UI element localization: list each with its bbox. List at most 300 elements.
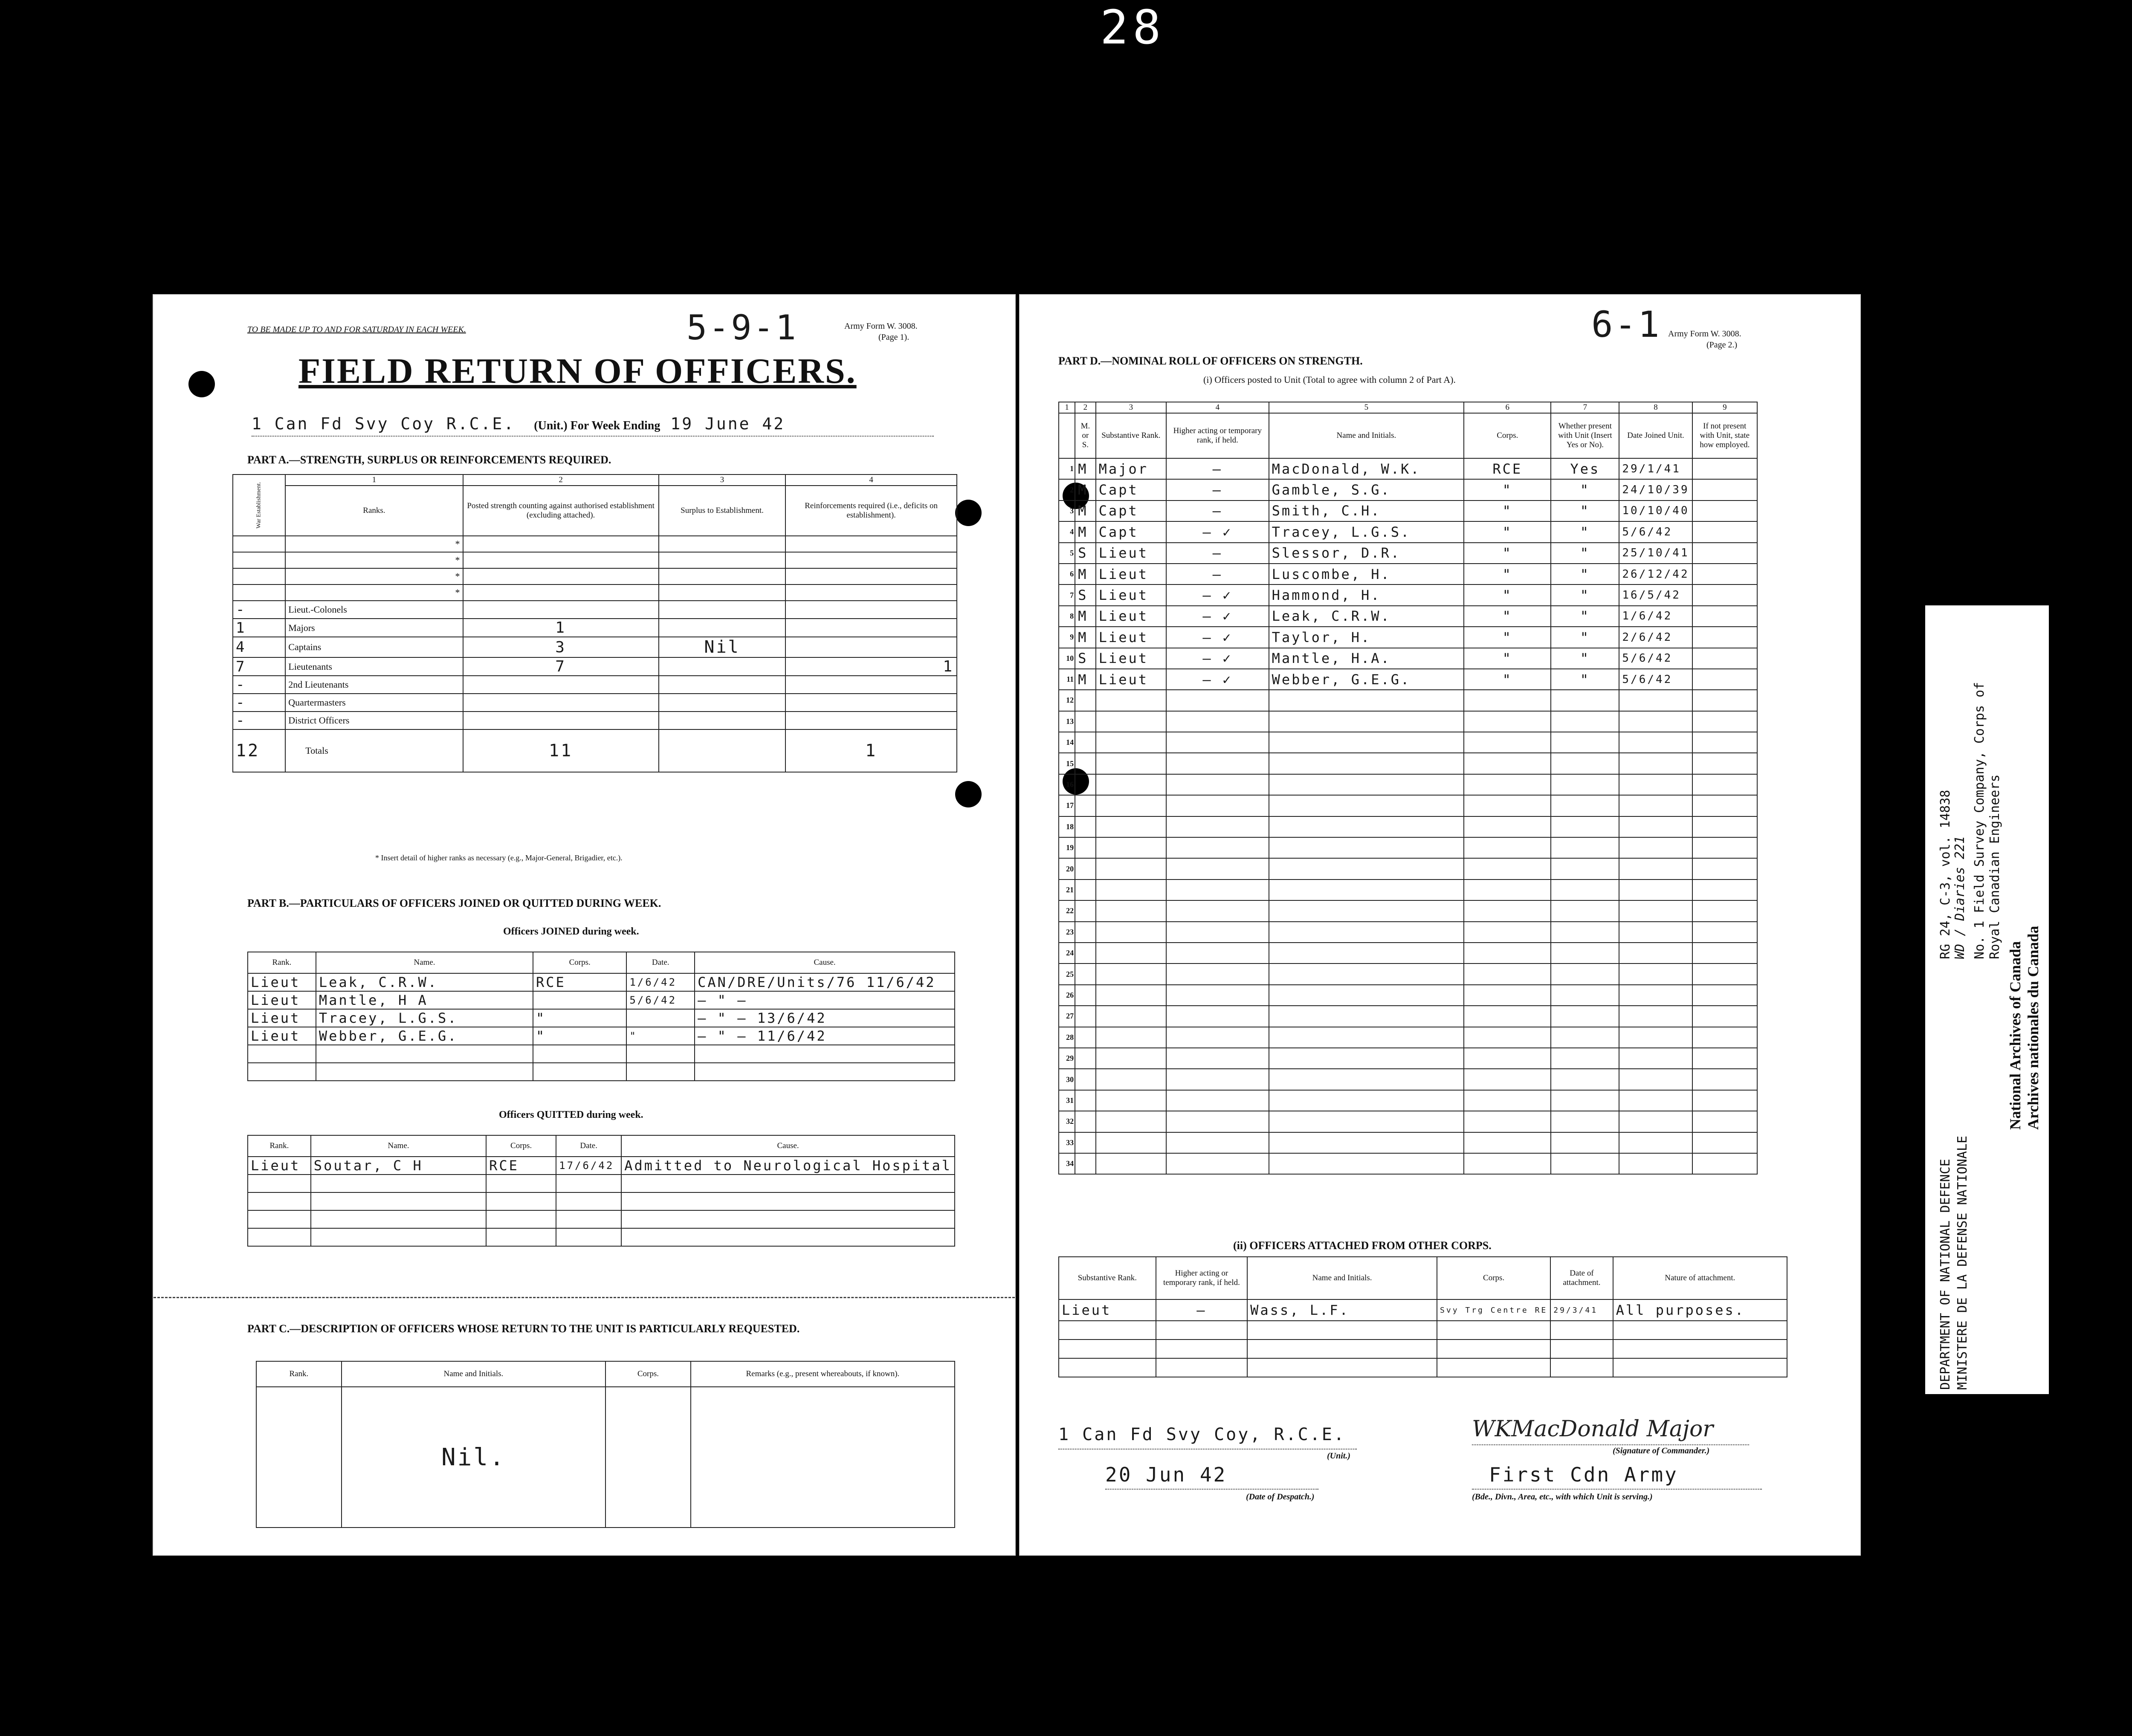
rank-entry: Lieut xyxy=(1098,650,1148,667)
table-cell xyxy=(1464,1069,1551,1090)
acting-entry: — xyxy=(1212,460,1222,477)
table-cell xyxy=(1075,584,1096,605)
name-entry: Hammond, H. xyxy=(1272,587,1381,604)
table-cell xyxy=(1075,564,1096,584)
row-number: 27 xyxy=(1059,1006,1075,1027)
date-entry: 29/1/41 xyxy=(1622,462,1681,475)
column-header: Posted strength counting against authorised establishment (excluding attached). xyxy=(463,486,659,536)
establishment-total: 12 xyxy=(236,741,260,761)
corps-entry: " xyxy=(1502,671,1512,688)
acting-entry: — xyxy=(1212,482,1222,498)
table-cell xyxy=(1096,943,1166,963)
table-cell xyxy=(626,1045,695,1063)
table-cell xyxy=(1619,816,1692,837)
column-header: Date of attachment. xyxy=(1550,1257,1613,1299)
despatch-date-label: (Date of Despatch.) xyxy=(1246,1492,1315,1502)
col-number: 6 xyxy=(1464,402,1551,413)
nature-entry: All purposes. xyxy=(1616,1302,1745,1318)
table-cell xyxy=(1619,564,1692,584)
table-row xyxy=(248,1027,955,1045)
table-cell xyxy=(1551,922,1619,943)
table-cell xyxy=(1269,479,1464,500)
table-cell xyxy=(1269,1048,1464,1069)
archive-label-card xyxy=(1925,605,2049,1394)
table-cell xyxy=(1166,922,1269,943)
ms-entry: M xyxy=(1078,629,1088,645)
table-cell xyxy=(1619,858,1692,879)
name-entry: Mantle, H A xyxy=(319,992,428,1008)
name-entry: Taylor, H. xyxy=(1272,629,1371,645)
rank-entry: Lieut xyxy=(1062,1302,1112,1318)
column-header: Corps. xyxy=(533,952,626,973)
week-ending-entry: 19 June 42 xyxy=(670,414,785,433)
table-cell xyxy=(1692,669,1757,690)
table-cell xyxy=(1269,880,1464,900)
table-cell xyxy=(533,991,626,1009)
despatch-date-line xyxy=(1105,1463,1318,1490)
ms-entry: M xyxy=(1078,460,1088,477)
table-cell xyxy=(1166,543,1269,564)
column-header xyxy=(1059,413,1075,458)
corps-entry: RCE xyxy=(489,1157,519,1174)
table-row xyxy=(1059,816,1757,837)
rank-entry: Lieut xyxy=(1098,608,1148,625)
table-cell xyxy=(233,694,285,712)
table-cell xyxy=(1166,521,1269,542)
table-cell xyxy=(621,1192,955,1210)
table-cell xyxy=(1464,1132,1551,1153)
rank-cell xyxy=(285,568,463,584)
column-header: Cause. xyxy=(695,952,955,973)
rank-entry: Lieut xyxy=(251,1028,301,1044)
table-cell xyxy=(463,536,659,552)
table-cell xyxy=(248,1228,311,1246)
row-number: 23 xyxy=(1059,922,1075,943)
ms-entry: M xyxy=(1078,608,1088,625)
table-cell xyxy=(626,1009,695,1027)
row-number: 32 xyxy=(1059,1111,1075,1132)
table-cell xyxy=(1464,753,1551,774)
left-page xyxy=(153,294,1016,1556)
table-cell xyxy=(1464,1111,1551,1132)
war-establishment-label: War Establishment. xyxy=(255,482,262,529)
establishment-count: - xyxy=(236,601,246,618)
table-cell xyxy=(533,1045,626,1063)
table-cell xyxy=(1166,1111,1269,1132)
table-cell xyxy=(1551,521,1619,542)
table-cell xyxy=(1156,1299,1247,1321)
table-cell xyxy=(1551,1027,1619,1048)
table-cell xyxy=(1166,837,1269,858)
table-row xyxy=(1059,1358,1787,1377)
table-cell xyxy=(626,1027,695,1045)
table-row xyxy=(233,676,957,694)
column-header: If not present with Unit, state how employed. xyxy=(1692,413,1757,458)
table-cell xyxy=(1551,584,1619,605)
rank-entry: Lieut xyxy=(251,992,301,1008)
table-cell xyxy=(1619,880,1692,900)
table-cell xyxy=(1692,564,1757,584)
table-cell xyxy=(1619,1069,1692,1090)
cause-entry: — " — xyxy=(698,992,747,1008)
table-cell xyxy=(1096,458,1166,479)
table-cell xyxy=(1096,1048,1166,1069)
corps-entry: " xyxy=(1502,545,1512,561)
table-cell xyxy=(486,1228,556,1246)
ms-entry: M xyxy=(1078,566,1088,582)
establishment-count: - xyxy=(236,712,246,729)
table-cell xyxy=(659,729,786,772)
table-cell xyxy=(1166,963,1269,984)
table-cell xyxy=(1437,1321,1550,1340)
table-cell xyxy=(1464,521,1551,542)
table-row xyxy=(1059,458,1757,479)
table-cell xyxy=(1269,1153,1464,1174)
table-cell xyxy=(1551,880,1619,900)
table-cell xyxy=(1464,711,1551,732)
table-row xyxy=(1059,627,1757,648)
table-cell xyxy=(1551,963,1619,984)
table-cell xyxy=(1075,922,1096,943)
ms-entry: M xyxy=(1078,671,1088,688)
table-cell xyxy=(248,1027,316,1045)
table-cell xyxy=(1269,985,1464,1006)
acting-entry: — xyxy=(1196,1302,1207,1318)
rank-label: * xyxy=(455,555,460,565)
table-cell xyxy=(785,729,957,772)
date-entry: 1/6/42 xyxy=(629,976,677,988)
name-entry: Luscombe, H. xyxy=(1272,566,1391,582)
table-row xyxy=(1059,1111,1757,1132)
table-cell xyxy=(1075,1153,1096,1174)
posted-total: 11 xyxy=(549,741,573,761)
table-cell xyxy=(1692,479,1757,500)
table-row xyxy=(1059,985,1757,1006)
archive-description: Royal Canadian Engineers xyxy=(1987,774,2002,959)
corps-entry: " xyxy=(1502,587,1512,604)
table-cell xyxy=(1692,1132,1757,1153)
table-cell xyxy=(621,1228,955,1246)
table-cell xyxy=(311,1228,486,1246)
row-number: 17 xyxy=(1059,795,1075,816)
table-cell xyxy=(1464,458,1551,479)
table-cell xyxy=(1692,648,1757,669)
table-cell xyxy=(556,1157,621,1175)
corps-entry: RCE xyxy=(1492,460,1523,477)
date-entry: 1/6/42 xyxy=(1622,610,1673,623)
joined-title: Officers JOINED during week. xyxy=(503,926,639,937)
table-cell xyxy=(659,637,786,657)
table-cell xyxy=(1551,985,1619,1006)
table-cell xyxy=(1096,711,1166,732)
name-entry: Slessor, D.R. xyxy=(1272,545,1401,561)
table-cell xyxy=(1166,985,1269,1006)
table-cell xyxy=(463,601,659,619)
table-cell xyxy=(1464,1006,1551,1027)
col-number: 8 xyxy=(1619,402,1692,413)
rank-label: District Officers xyxy=(288,715,350,726)
table-cell xyxy=(1464,479,1551,500)
table-cell xyxy=(1075,479,1096,500)
table-cell xyxy=(1692,922,1757,943)
table-cell xyxy=(1166,1027,1269,1048)
table-cell xyxy=(1692,837,1757,858)
corps-entry: " xyxy=(1502,524,1512,540)
fold-line xyxy=(154,1297,1015,1298)
table-cell xyxy=(1096,1132,1166,1153)
table-cell xyxy=(1619,543,1692,564)
joined-table xyxy=(247,952,955,1081)
table-cell xyxy=(1166,880,1269,900)
table-cell xyxy=(1692,816,1757,837)
cause-entry: CAN/DRE/Units/76 11/6/42 xyxy=(698,974,936,990)
table-cell xyxy=(1269,1069,1464,1090)
table-row xyxy=(1059,479,1757,500)
name-entry: Wass, L.F. xyxy=(1250,1302,1350,1318)
table-cell xyxy=(1166,774,1269,795)
table-cell xyxy=(1166,606,1269,627)
present-entry: " xyxy=(1580,524,1590,540)
table-cell xyxy=(621,1210,955,1228)
table-cell xyxy=(1613,1340,1787,1358)
table-cell xyxy=(785,694,957,712)
ms-entry: M xyxy=(1078,524,1088,540)
column-header: Name and Initials. xyxy=(342,1361,605,1387)
rank-cell xyxy=(285,694,463,712)
table-cell xyxy=(1464,900,1551,921)
table-cell xyxy=(342,1387,605,1528)
table-cell xyxy=(463,568,659,584)
table-cell xyxy=(1075,1006,1096,1027)
table-cell xyxy=(463,676,659,694)
table-cell xyxy=(785,657,957,676)
table-cell xyxy=(1551,774,1619,795)
column-header: Name and Initials. xyxy=(1269,413,1464,458)
table-cell xyxy=(1550,1340,1613,1358)
rank-entry: Lieut xyxy=(1098,671,1148,688)
row-number: 12 xyxy=(1059,690,1075,711)
table-cell xyxy=(463,619,659,637)
table-cell xyxy=(785,637,957,657)
table-cell xyxy=(1619,627,1692,648)
table-cell xyxy=(1619,1153,1692,1174)
table-cell xyxy=(1692,521,1757,542)
archive-label-text xyxy=(1925,605,2049,1394)
table-cell xyxy=(1096,900,1166,921)
table-cell xyxy=(1247,1299,1437,1321)
row-number: 22 xyxy=(1059,900,1075,921)
table-cell xyxy=(1269,837,1464,858)
table-cell xyxy=(1551,669,1619,690)
table-cell xyxy=(1075,1090,1096,1111)
table-cell xyxy=(1551,543,1619,564)
table-cell xyxy=(1075,1132,1096,1153)
commander-signature: WKMacDonald Major xyxy=(1472,1416,1714,1442)
punch-hole xyxy=(188,371,215,397)
table-cell xyxy=(1692,963,1757,984)
posted-strength: 7 xyxy=(555,658,566,675)
table-cell xyxy=(626,973,695,991)
table-cell xyxy=(233,584,285,601)
department-line: DEPARTMENT OF NATIONAL DEFENCE xyxy=(1938,1159,1953,1390)
present-entry: " xyxy=(1580,545,1590,561)
table-cell xyxy=(486,1157,556,1175)
rank-cell xyxy=(285,657,463,676)
attached-table xyxy=(1058,1256,1787,1377)
table-cell xyxy=(556,1192,621,1210)
table-cell xyxy=(1464,627,1551,648)
rank-entry: Lieut xyxy=(1098,587,1148,604)
table-row xyxy=(248,1210,955,1228)
table-cell xyxy=(1075,458,1096,479)
table-cell xyxy=(695,1045,955,1063)
table-cell xyxy=(1096,922,1166,943)
table-cell xyxy=(1059,1358,1156,1377)
table-cell xyxy=(1075,963,1096,984)
table-cell xyxy=(1096,963,1166,984)
table-cell xyxy=(556,1228,621,1246)
posted-strength: 3 xyxy=(555,638,566,656)
table-row xyxy=(233,552,957,568)
present-entry: " xyxy=(1580,650,1590,667)
archive-reference: RG 24, C-3, vol. 14838 xyxy=(1938,790,1953,959)
table-cell xyxy=(1619,648,1692,669)
table-row xyxy=(248,973,955,991)
row-number: 2 xyxy=(1059,479,1075,500)
quitted-table xyxy=(247,1135,955,1247)
rank-cell xyxy=(285,552,463,568)
table-cell xyxy=(1464,795,1551,816)
name-entry: Tracey, L.G.S. xyxy=(319,1010,458,1026)
table-cell xyxy=(1075,501,1096,521)
row-number: 9 xyxy=(1059,627,1075,648)
corps-entry: " xyxy=(1502,629,1512,645)
table-cell xyxy=(1464,606,1551,627)
table-cell xyxy=(1247,1321,1437,1340)
table-cell xyxy=(1464,648,1551,669)
table-cell xyxy=(316,1063,533,1081)
table-cell xyxy=(1269,627,1464,648)
present-entry: " xyxy=(1580,587,1590,604)
rank-entry: Capt xyxy=(1098,482,1138,498)
table-cell xyxy=(1619,922,1692,943)
table-cell xyxy=(233,601,285,619)
table-cell xyxy=(1156,1358,1247,1377)
signature-label: (Signature of Commander.) xyxy=(1613,1446,1710,1455)
table-cell xyxy=(1550,1299,1613,1321)
table-cell xyxy=(1269,943,1464,963)
table-cell xyxy=(1692,606,1757,627)
establishment-count: - xyxy=(236,694,246,711)
table-cell xyxy=(533,1063,626,1081)
table-row xyxy=(1059,943,1757,963)
table-cell xyxy=(1166,1006,1269,1027)
table-cell xyxy=(1075,816,1096,837)
table-cell xyxy=(1551,711,1619,732)
column-header: Rank. xyxy=(256,1361,342,1387)
table-cell xyxy=(1619,1006,1692,1027)
acting-entry: — ✓ xyxy=(1202,608,1233,625)
column-header: Nature of attachment. xyxy=(1613,1257,1787,1299)
table-cell xyxy=(1619,732,1692,753)
col-number: 2 xyxy=(463,475,659,486)
table-cell xyxy=(248,1192,311,1210)
table-cell xyxy=(233,552,285,568)
table-row xyxy=(1059,543,1757,564)
col-number: 4 xyxy=(785,475,957,486)
table-cell xyxy=(1096,1027,1166,1048)
table-cell xyxy=(1166,690,1269,711)
table-cell xyxy=(1692,1069,1757,1090)
table-cell xyxy=(1551,648,1619,669)
table-cell xyxy=(233,619,285,637)
table-cell xyxy=(1166,1153,1269,1174)
column-header: Whether present with Unit (Insert Yes or No). xyxy=(1551,413,1619,458)
table-row xyxy=(233,619,957,637)
column-header: Corps. xyxy=(486,1135,556,1157)
table-row xyxy=(1059,880,1757,900)
table-cell xyxy=(533,1009,626,1027)
table-cell xyxy=(1156,1321,1247,1340)
table-cell xyxy=(659,536,786,552)
table-cell xyxy=(1619,753,1692,774)
table-cell xyxy=(1096,479,1166,500)
row-number: 4 xyxy=(1059,521,1075,542)
row-number: 18 xyxy=(1059,816,1075,837)
table-cell xyxy=(1096,858,1166,879)
table-cell xyxy=(1096,1153,1166,1174)
date-entry: 5/6/42 xyxy=(1622,652,1673,665)
table-cell xyxy=(486,1210,556,1228)
table-cell xyxy=(1613,1299,1787,1321)
table-cell xyxy=(233,657,285,676)
date-entry: 24/10/39 xyxy=(1622,483,1689,497)
unit-entry: 1 Can Fd Svy Coy R.C.E. xyxy=(252,414,516,433)
rank-label: Quartermasters xyxy=(288,697,346,708)
table-cell xyxy=(1692,690,1757,711)
column-header: Ranks. xyxy=(285,486,463,536)
table-cell xyxy=(785,584,957,601)
table-cell xyxy=(311,1210,486,1228)
table-row xyxy=(1059,501,1757,521)
table-row xyxy=(1059,584,1757,605)
table-cell xyxy=(1551,690,1619,711)
table-cell xyxy=(1692,1048,1757,1069)
table-cell xyxy=(1166,1132,1269,1153)
table-cell xyxy=(463,552,659,568)
part-c-title: PART C.—DESCRIPTION OF OFFICERS WHOSE RETURN TO THE UNIT IS PARTICULARLY REQUESTED. xyxy=(247,1322,800,1335)
table-cell xyxy=(1437,1358,1550,1377)
table-cell xyxy=(1551,458,1619,479)
table-cell xyxy=(1464,963,1551,984)
establishment-count: 4 xyxy=(236,639,246,656)
column-header: Corps. xyxy=(1464,413,1551,458)
table-cell xyxy=(1551,816,1619,837)
name-entry: Webber, G.E.G. xyxy=(1272,671,1411,688)
table-cell xyxy=(695,1009,955,1027)
table-cell xyxy=(1551,1153,1619,1174)
table-cell xyxy=(695,1063,955,1081)
part-d-title: PART D.—NOMINAL ROLL OF OFFICERS ON STRENGTH. xyxy=(1058,355,1363,367)
row-number: 28 xyxy=(1059,1027,1075,1048)
ms-entry: M xyxy=(1078,482,1088,498)
table-cell xyxy=(1464,1027,1551,1048)
cause-entry: Admitted to Neurological Hospital xyxy=(624,1157,952,1174)
table-row xyxy=(248,1228,955,1246)
table-cell xyxy=(1166,858,1269,879)
formation-label: (Bde., Divn., Area, etc., with which Unit is serving.) xyxy=(1472,1492,1653,1502)
table-cell xyxy=(248,1175,311,1192)
